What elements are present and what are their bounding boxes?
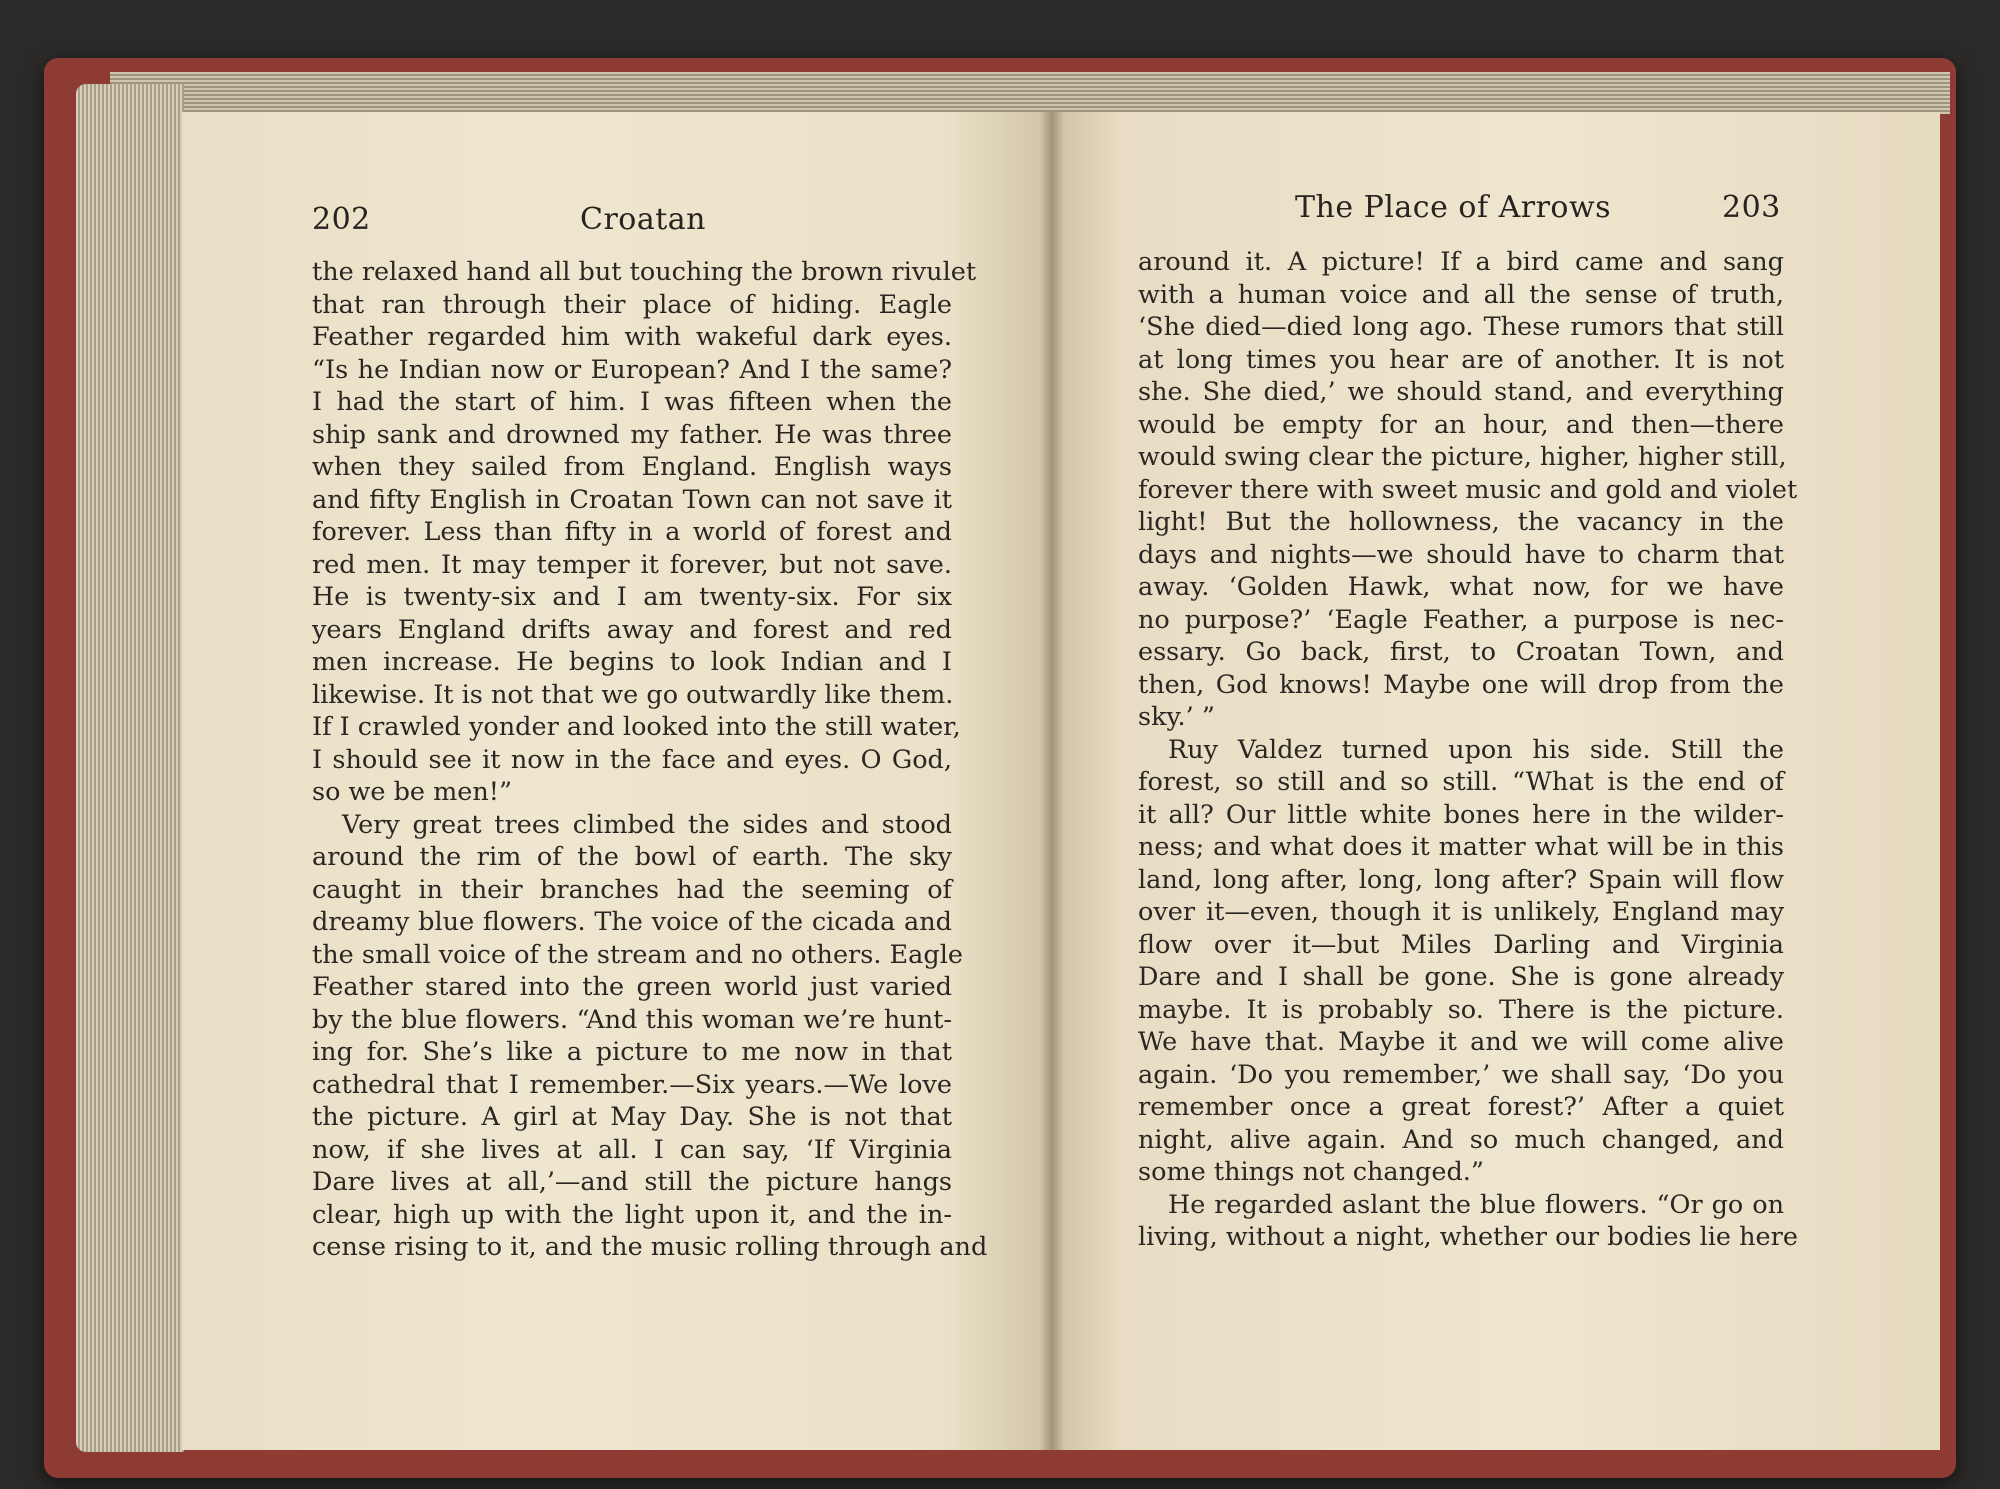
page-edges-left xyxy=(76,84,184,1452)
text-line: cense rising to it, and the music rolling through and xyxy=(312,1232,988,1262)
right-page-number: 203 xyxy=(1722,190,1781,225)
left-running-head: Croatan xyxy=(580,202,707,237)
text-line: caught in their branches had the seeming of xyxy=(312,874,952,905)
text-line: forest, so still and so still. “What is the end of xyxy=(1138,767,1784,797)
text-line: essary. Go back, first, to Croatan Town, and xyxy=(1138,637,1784,667)
text-line: land, long after, long, long after? Spain will flow xyxy=(1138,864,1784,895)
text-line: no purpose?’ ‘Eagle Feather, a purpose is nec- xyxy=(1138,604,1784,635)
text-line: “Is he Indian now or European? And I the same? xyxy=(312,354,952,385)
text-line: ness; and what does it matter what will be in this xyxy=(1138,832,1784,862)
text-line: cathedral that I remember.—Six years.—We love xyxy=(312,1069,952,1100)
text-line: dreamy blue flowers. The voice of the cicada and xyxy=(312,907,952,937)
text-line: some things not changed.” xyxy=(1138,1157,1484,1187)
text-line: the small voice of the stream and no others. Eagle xyxy=(312,939,963,970)
text-line: around it. A picture! If a bird came and sang xyxy=(1138,247,1784,277)
text-line: ‘She died—died long ago. These rumors that still xyxy=(1138,312,1784,342)
right-body-text xyxy=(1138,246,1798,1254)
text-line: Very great trees climbed the sides and stood xyxy=(342,809,952,840)
text-line: If I crawled yonder and looked into the still water, xyxy=(312,712,961,742)
text-line: the picture. A girl at May Day. She is not that xyxy=(312,1102,952,1132)
text-line: forever there with sweet music and gold and violet xyxy=(1138,474,1798,505)
text-line: now, if she lives at all. I can say, ‘If Virginia xyxy=(312,1134,952,1165)
text-line: Ruy Valdez turned upon his side. Still the xyxy=(1168,734,1784,765)
text-line: would be empty for an hour, and then—there xyxy=(1138,409,1784,440)
text-line: He regarded aslant the blue flowers. “Or go on xyxy=(1168,1189,1784,1220)
text-line: Dare lives at all,’—and still the picture hangs xyxy=(312,1167,952,1197)
left-page xyxy=(182,112,1052,1450)
text-line: clear, high up with the light upon it, and the in- xyxy=(312,1199,952,1230)
text-line: red men. It may temper it forever, but not save. xyxy=(312,549,952,580)
text-line: Feather stared into the green world just varied xyxy=(312,972,952,1002)
text-line: remember once a great forest?’ After a quiet xyxy=(1138,1092,1784,1122)
text-line: that ran through their place of hiding. Eagle xyxy=(312,289,952,320)
text-line: night, alive again. And so much changed, and xyxy=(1138,1124,1784,1155)
text-line: the relaxed hand all but touching the brown rivulet xyxy=(312,257,977,287)
text-line: again. ‘Do you remember,’ we shall say, ‘Do you xyxy=(1138,1059,1784,1090)
left-page-number: 202 xyxy=(312,202,371,237)
text-line: would swing clear the picture, higher, higher still, xyxy=(1138,442,1787,472)
right-page xyxy=(1052,112,1940,1450)
text-line: ship sank and drowned my father. He was three xyxy=(312,419,952,450)
text-line: men increase. He begins to look Indian and I xyxy=(312,647,952,677)
text-line: with a human voice and all the sense of truth, xyxy=(1138,279,1784,310)
text-line: away. ‘Golden Hawk, what now, for we have xyxy=(1138,572,1784,602)
text-line: flow over it—but Miles Darling and Virginia xyxy=(1138,929,1784,960)
text-line: forever. Less than fifty in a world of forest and xyxy=(312,517,952,547)
text-line: when they sailed from England. English ways xyxy=(312,452,952,482)
text-line: likewise. It is not that we go outwardly like them. xyxy=(312,679,954,710)
text-line: We have that. Maybe it and we will come alive xyxy=(1138,1027,1784,1057)
right-running-head: The Place of Arrows xyxy=(1295,190,1612,225)
text-line: years England drifts away and forest and red xyxy=(312,614,952,645)
text-line: sky.’ ” xyxy=(1138,702,1215,732)
text-line: at long times you hear are of another. It is not xyxy=(1138,344,1784,375)
text-line: living, without a night, whether our bodies lie here xyxy=(1138,1222,1798,1252)
text-line: days and nights—we should have to charm that xyxy=(1138,539,1784,570)
text-line: maybe. It is probably so. There is the picture. xyxy=(1138,994,1784,1025)
text-line: then, God knows! Maybe one will drop from the xyxy=(1138,669,1784,700)
text-line: ing for. She’s like a picture to me now in that xyxy=(312,1037,952,1067)
text-line: by the blue flowers. “And this woman we’re hunt- xyxy=(312,1004,952,1035)
text-line: she. She died,’ we should stand, and everything xyxy=(1138,377,1784,407)
text-line: I had the start of him. I was fifteen when the xyxy=(312,387,952,417)
text-line: Feather regarded him with wakeful dark eyes. xyxy=(312,322,952,352)
page-edges-top xyxy=(110,72,1950,114)
text-line: and fifty English in Croatan Town can not save it xyxy=(312,484,952,515)
text-line: light! But the hollowness, the vacancy in the xyxy=(1138,507,1784,537)
text-line: it all? Our little white bones here in the wilder- xyxy=(1138,799,1784,830)
text-line: Dare and I shall be gone. She is gone already xyxy=(1138,962,1784,992)
text-line: over it—even, though it is unlikely, England may xyxy=(1138,897,1784,927)
text-line: He is twenty-six and I am twenty-six. For six xyxy=(312,582,952,612)
text-line: so we be men!” xyxy=(312,777,513,807)
left-body-text xyxy=(312,256,988,1264)
book-gutter xyxy=(1040,112,1064,1450)
text-line: I should see it now in the face and eyes. O God, xyxy=(312,744,952,775)
text-line: around the rim of the bowl of earth. The sky xyxy=(312,842,952,872)
